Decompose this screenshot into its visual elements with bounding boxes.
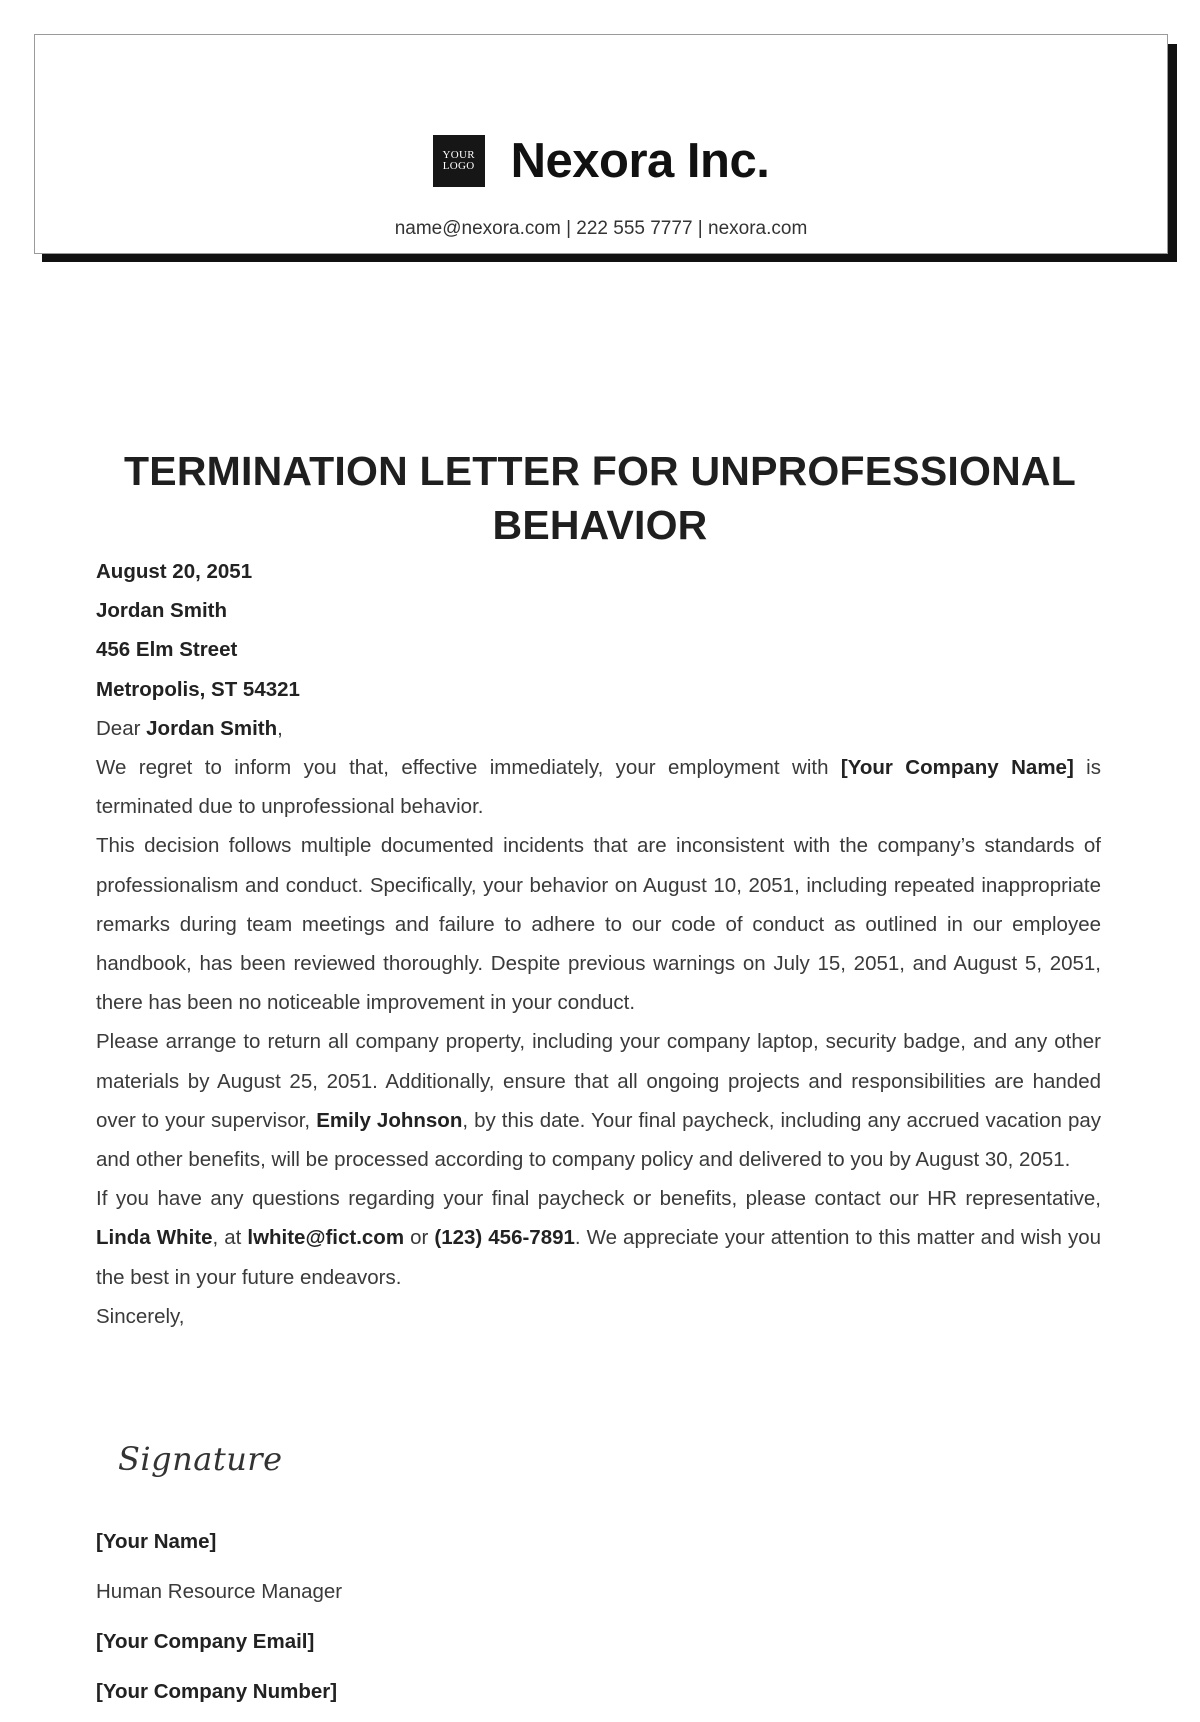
recipient-name: Jordan Smith [96, 599, 227, 623]
brand-row [35, 127, 1167, 195]
p3-text-before: Please arrange to return all company property, including your company laptop, security badge, and any other materials by August 25, 2051. Additionally, ensure that all ongoing projects and responsibilities are handed over to your supervisor, [96, 1030, 1101, 1132]
company-contact-line: name@nexora.com | 222 555 7777 | nexora.com [394, 218, 808, 239]
logo-text-line2: LOGO [442, 160, 475, 172]
p4-rep-phone: (123) 456-7891 [434, 1226, 575, 1250]
p4-rep-email: lwhite@fict.com [247, 1226, 405, 1250]
p4-text-after: . We appreciate your attention to this matter and wish you the best in your future endeavors. [96, 1226, 1101, 1289]
p3-supervisor-name: Emily Johnson [316, 1108, 463, 1132]
sender-name: [Your Name] [96, 1530, 217, 1553]
company-logo [433, 135, 485, 187]
p1-company-placeholder: [Your Company Name] [840, 756, 1074, 780]
paragraph-termination-notice [96, 748, 1101, 826]
greeting-name: Jordan Smith [146, 716, 278, 740]
p4-text-mid1: , at [212, 1226, 248, 1250]
paragraph-hr-contact [96, 1179, 1101, 1297]
letter-title: TERMINATION LETTER FOR UNPROFESSIONAL BEHAVIOR [124, 448, 1076, 548]
greeting-suffix: , [277, 716, 283, 740]
p3-text-after: , by this date. Your final paycheck, including any accrued vacation pay and other benefits, will be processed according to company policy and delivered to you by August 30, 2051. [96, 1108, 1101, 1172]
sender-number: [Your Company Number] [96, 1680, 338, 1703]
p4-text-before: If you have any questions regarding your final paycheck or benefits, please contact our HR representative, [96, 1187, 1101, 1211]
p4-rep-name: Linda White [96, 1226, 213, 1250]
recipient-city: Metropolis, ST 54321 [96, 677, 300, 701]
sender-role: Human Resource Manager [96, 1580, 343, 1603]
logo-text-line1: YOUR [442, 149, 475, 161]
signature: Signature [118, 1440, 283, 1478]
letter-date: August 20, 2051 [96, 560, 253, 583]
paragraph-incidents: This decision follows multiple documented incidents that are inconsistent with the company’s standards of professionalism and conduct. Specifically, your behavior on August 10, 2051, including repeated inappropriate remarks during team meetings and failure to adhere to our code of conduct as outlined in our employee handbook, has been reviewed thoroughly. Despite previous warnings on July 15, 2051, and August 5, 2051, there has been no noticeable improvement in your conduct. [96, 834, 1101, 1015]
p4-text-mid2: or [404, 1226, 435, 1250]
recipient-street: 456 Elm Street [96, 638, 238, 662]
greeting-prefix: Dear [96, 716, 147, 740]
p1-text-before: We regret to inform you that, effective immediately, your employment with [96, 756, 841, 780]
letter-body [96, 552, 1101, 1336]
greeting [96, 709, 1101, 748]
paragraph-return-property [96, 1022, 1101, 1179]
closing: Sincerely, [96, 1304, 185, 1328]
p1-text-after: is terminated due to unprofessional behavior. [96, 756, 1101, 819]
sender-email: [Your Company Email] [96, 1630, 315, 1653]
letterhead [34, 34, 1168, 254]
sender-block [96, 1522, 342, 1722]
company-name: Nexora Inc. [510, 134, 770, 188]
